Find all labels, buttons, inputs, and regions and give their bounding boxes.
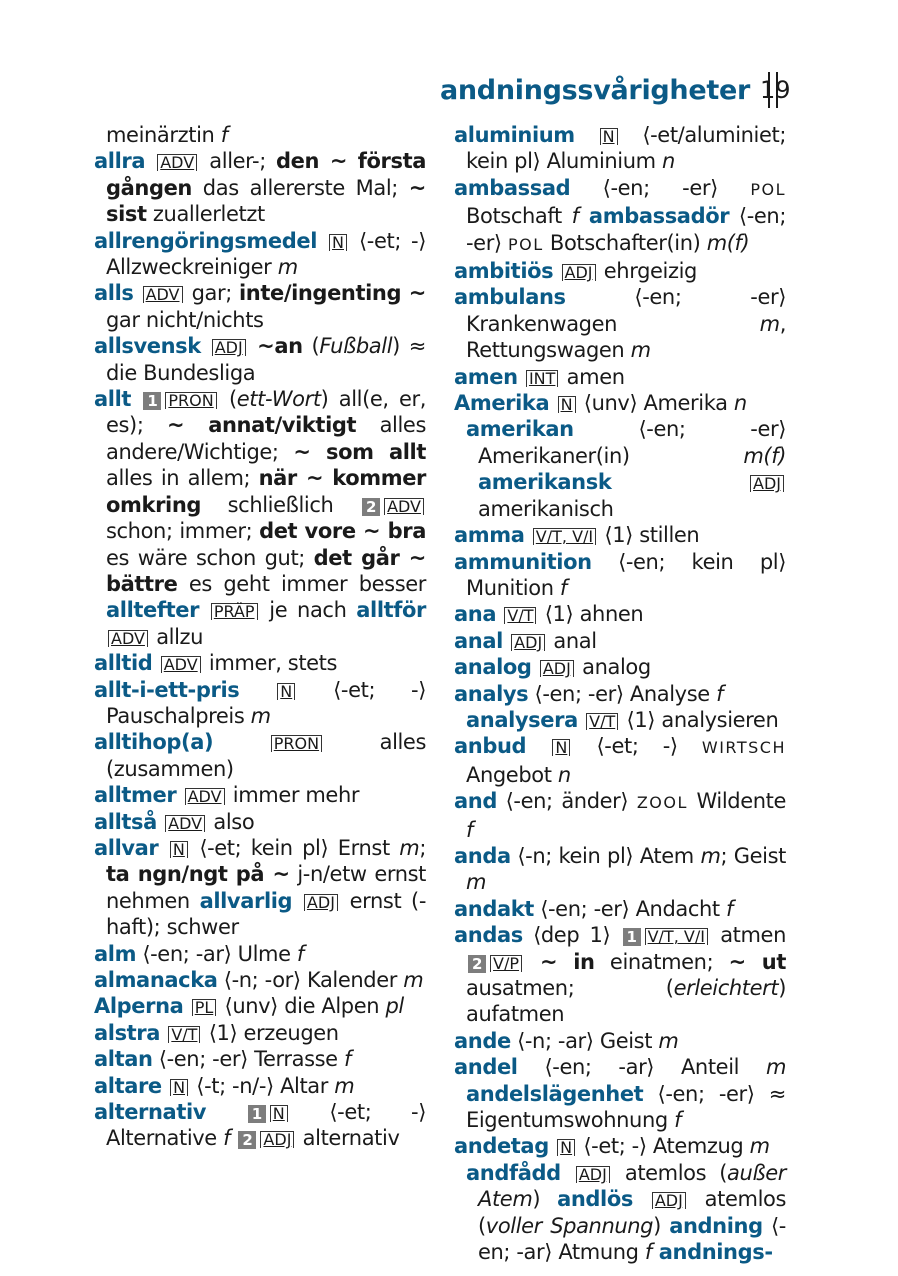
headword: andning [669,1213,763,1238]
dictionary-entry [454,522,786,548]
headword: amma [454,523,525,548]
entry-text: f [466,817,473,842]
headword: anal [454,628,503,653]
entry-text: es wäre schon gut; [106,545,314,570]
entry-text: ehrgeizig [597,259,697,284]
headword: ana [454,602,497,627]
headword: analog [454,655,532,680]
grammar-label: ADJ [540,660,574,677]
grammar-label: PL [192,999,217,1016]
sense-number: 2 [468,955,486,973]
grammar-label: N [552,739,570,756]
entry-text: atemlos ( [611,1160,728,1185]
dictionary-entry [94,677,426,730]
entry-text: amen [560,364,625,389]
entry-text: m [466,870,487,895]
headword: allt [94,387,132,412]
headword: andlös [557,1187,633,1212]
grammar-label: ADV [384,498,424,515]
grammar-label: N [557,1139,575,1156]
dictionary-entry [94,993,426,1019]
page-number: 19 [760,76,791,104]
entry-text: alternativ [296,1126,400,1151]
entry-text: ( [218,387,237,412]
entry-text: ) [653,1213,670,1238]
dictionary-entry [454,390,786,416]
headword: andel [454,1055,518,1080]
entry-text: ⟨-en; -er⟩ [570,175,751,200]
grammar-label: N [329,234,347,251]
entry-text: ; Geist [720,843,786,868]
dictionary-entry [454,922,786,1028]
entry-text: m [765,1055,786,1080]
entry-text: n [661,149,675,174]
entry-text: gar; [184,281,239,306]
entry-text: f [343,1047,351,1072]
grammar-label: N [270,1105,288,1122]
entry-text: ) [532,1187,558,1212]
entry-text: meinärztin [106,123,221,147]
entry-text: gar nicht/nichts [106,307,264,332]
dictionary-entry [454,654,786,680]
entry-text: ⟨-en; -er⟩ [466,204,787,255]
dictionary-entry [454,707,786,733]
entry-text: voller Spannung [485,1213,654,1238]
left-column [94,122,426,1152]
dictionary-entry [454,416,786,522]
entry-text: m(f) [706,230,750,255]
grammar-label: V/T [504,607,536,624]
headword: andetag [454,1134,549,1159]
phrase: ta ngn/ngt på ~ [106,862,290,887]
headword: allvar [94,835,159,860]
headword: anda [454,843,511,868]
headword: amen [454,364,518,389]
subject-label: ZOOL [636,793,688,813]
entry-text: ⟨-en; änder⟩ [496,789,637,814]
entry-text: atmen [709,923,786,948]
grammar-label: N [600,128,618,145]
headword: alltför [356,598,426,623]
headword: alltid [94,651,153,676]
headword: amerikansk [478,470,612,495]
entry-text: ; [419,835,426,860]
entry-text: ⟨-n; -or⟩ Kalender [217,968,404,992]
running-head [440,70,788,110]
grammar-label: ADJ [562,264,596,281]
phrase: det går ~ bättre [106,545,426,596]
entry-text: m [403,968,424,992]
grammar-label: ADV [157,154,197,171]
dictionary-entry [454,175,786,258]
entry-text: ⟨1⟩ analysieren [620,707,779,732]
entry-text: ⟨-en; -ar⟩ Anteil [517,1055,766,1080]
dictionary-entry [454,1054,786,1133]
dictionary-entry [454,284,786,363]
entry-text: atemlos ( [478,1187,786,1238]
phrase: den ~ första gången [106,149,426,200]
entry-text: ⟨-et; -⟩ Alternative [106,1100,426,1151]
dictionary-entry [454,628,786,654]
entry-text: ⟨1⟩ erzeugen [202,1020,339,1045]
phrase: ~ som allt [293,439,426,464]
headword: ambulans [454,285,566,310]
entry-text: ⟨-et; -⟩ [572,734,702,759]
dictionary-entry [454,601,786,627]
entry-text: ⟨-t; -n/-⟩ Altar [190,1073,335,1098]
dictionary-entry [94,835,426,941]
grammar-label: ADJ [750,475,784,492]
grammar-label: ADV [161,656,201,673]
entry-text: je nach [259,598,357,623]
grammar-label: ADJ [212,339,246,356]
headword: allsvensk [94,334,201,359]
entry-text: m [759,311,780,336]
entry-text: ⟨-en; kein pl⟩ Munition [466,549,786,600]
phrase: ~ sist [106,175,426,227]
entry-text: es geht immer besser [177,571,426,596]
phrase: ~an [247,334,303,359]
entry-text: m [250,703,271,728]
entry-text: m [749,1134,770,1159]
grammar-label: N [170,841,188,858]
headword: andelslägenhet [466,1081,644,1106]
grammar-label: ADJ [652,1192,686,1209]
sense-number: 1 [143,392,161,410]
entry-text: m [658,1028,679,1053]
grammar-label: N [558,396,576,413]
entry-text: f [559,575,567,600]
entry-text: Botschafter(in) [543,230,707,255]
dictionary-entry [94,941,426,967]
sense-number: 2 [362,498,380,516]
grammar-label: INT [526,370,558,387]
entry-text: n [733,391,747,416]
grammar-label: PRÄP [211,603,258,620]
grammar-label: ADV [165,815,205,832]
entry-text: Angebot [466,762,558,787]
running-head-word: andningssvårigheter [439,74,750,106]
grammar-label: N [170,1079,188,1096]
headword: anbud [454,734,527,759]
headword: andfådd [466,1160,561,1185]
dictionary-entry [94,1073,426,1099]
dictionary-entry [454,549,786,602]
dictionary-entry [94,782,426,808]
phrase: ~ ut [728,949,786,974]
dictionary-entry [454,1160,786,1266]
entry-text: , Rettungswagen [466,311,786,363]
grammar-label: ADV [108,630,148,647]
phrase: det vore ~ bra [259,519,426,544]
entry-text: ⟨-et/aluminiet; kein pl⟩ Aluminium [466,123,787,174]
entry-text: ernst (-haft); schwer [106,888,426,940]
grammar-label: ADJ [576,1166,610,1183]
entry-text: ) ≈ die Bundesliga [106,334,426,385]
headword: allt-i-ett-pris [94,677,240,702]
grammar-label: V/T, V/I [645,928,708,945]
entry-text: analog [575,655,651,680]
dictionary-entry [454,843,786,896]
entry-text: ⟨-et; -⟩ Allzweckreiniger [106,228,426,280]
headword: altan [94,1047,153,1072]
entry-continuation [94,122,426,148]
headword: alltihop(a) [94,730,214,755]
entry-text: ⟨-en; -ar⟩ Atmung [478,1213,786,1265]
entry-text: amerikanisch [478,496,614,521]
grammar-label: V/T, V/I [533,528,596,545]
entry-text: Fußball [319,334,393,359]
dictionary-entry [454,1028,786,1054]
dictionary-entry [94,280,426,333]
dictionary-entry [94,333,426,386]
grammar-label: PRON [165,392,216,409]
entry-text: ⟨-n; -ar⟩ Geist [510,1028,659,1053]
entry-text: ⟨-en; -er⟩ Krankenwagen [466,285,786,336]
entry-text: ⟨-en; -er⟩ Amerikaner(in) [478,417,786,468]
entry-text: schließlich [201,492,361,517]
entry-text: m [334,1073,355,1098]
entry-text: immer mehr [226,783,360,808]
phrase: ~ in [524,949,595,974]
grammar-label: ADJ [260,1131,294,1148]
grammar-label: ADV [143,286,183,303]
dictionary-entry [454,788,786,843]
headword: almanacka [94,968,218,992]
headword: allra [94,149,146,174]
entry-text: j-n/etw ernst nehmen [106,862,426,913]
entry-text: f [644,1240,652,1265]
entry-text: pl [385,994,404,1019]
headword: alstra [94,1020,161,1045]
entry-text: ⟨1⟩ stillen [598,523,700,548]
headword: alltefter [106,598,200,623]
sense-number: 2 [238,1131,256,1149]
entry-text: ⟨-en; -ar⟩ Ulme [136,941,297,966]
entry-text: f [296,941,304,966]
entry-text: f [674,1108,682,1133]
entry-text: f [220,123,228,147]
entry-text: Botschaft [466,204,572,229]
sense-number: 1 [248,1105,266,1123]
entry-text: ⟨unv⟩ Amerika [577,391,734,416]
entry-text: f [726,896,734,921]
entry-text: ⟨-en; -er⟩ ≈ Eigentumswohnung [466,1081,786,1133]
entry-text: immer, stets [202,651,338,676]
grammar-label: V/T [168,1026,200,1043]
grammar-label: N [277,683,295,700]
entry-text: ( [302,334,320,359]
entry-text: ⟨-n; kein pl⟩ Atem [510,843,701,868]
headword: analysera [466,707,578,732]
headword: and [454,789,497,814]
dictionary-entry [454,896,786,922]
grammar-label: ADV [185,788,225,805]
dictionary-entry [454,122,786,175]
entry-text: m [630,338,651,363]
grammar-label: V/P [490,955,522,972]
entry-text: ) aufatmen [466,976,786,1027]
entry-text: das allererste Mal; [191,175,409,200]
headword: ambassad [454,175,571,200]
entry-text: ⟨dep 1⟩ [522,923,621,948]
entry-text: ⟨-en; -er⟩ Analyse [528,681,717,706]
entry-text: ett-Wort [236,387,321,412]
entry-text: alles in allem; [106,466,259,491]
entry-text: ) all(e, er, es); [106,387,426,438]
entry-text: allzu [149,624,204,649]
entry-text: m [700,843,721,868]
headword: Alperna [94,994,184,1019]
entry-text: anal [547,628,597,653]
entry-text: ⟨-en; -er⟩ Andacht [533,896,727,921]
phrase: inte/ingenting ~ [238,281,426,306]
entry-text: ausatmen; ( [466,976,674,1000]
entry-text: schon; immer; [106,519,260,544]
dictionary-entry [94,1046,426,1072]
headword: alternativ [94,1100,207,1125]
phrase: ~ annat/viktigt [166,413,357,438]
headword: ande [454,1028,511,1053]
entry-text: f [223,1126,231,1151]
entry-text: ⟨-et; -⟩ Atemzug [577,1134,750,1159]
headword: ambassadör [578,204,730,229]
dictionary-entry [94,148,426,227]
dictionary-entry [94,809,426,835]
subject-label: POL [508,234,544,254]
entry-text: f [716,681,724,706]
entry-text: zuallerletzt [146,202,265,227]
entry-text: n [557,762,571,787]
sense-number: 1 [623,928,641,946]
entry-text: ⟨-en; -er⟩ Terrasse [152,1047,344,1072]
dictionary-entry [454,258,786,284]
headword: alltmer [94,783,177,808]
entry-text: Wildente [687,789,786,814]
entry-text: m(f) [743,443,786,468]
dictionary-entry [454,733,786,788]
headword: allrengöringsmedel [94,228,318,253]
headword: alls [94,281,134,306]
entry-text: außer Atem [478,1160,786,1212]
entry-text: ⟨-et; kein pl⟩ Ernst [189,835,400,860]
entry-text: f [571,204,579,229]
headword: ammunition [454,549,592,574]
headword: allvarlig [199,888,293,913]
headword: Amerika [454,391,550,416]
entry-text: erleichtert [673,976,779,1000]
headword: alm [94,941,137,966]
entry-text: m [277,255,298,280]
entry-text: einatmen; [594,949,729,974]
dictionary-entry [94,967,426,993]
dictionary-entry [94,729,426,782]
dictionary-entry [94,386,426,650]
dictionary-entry [94,1020,426,1046]
dictionary-entry [94,650,426,676]
headword: andakt [454,896,534,921]
dictionary-entry [94,228,426,281]
entry-text: m [399,835,420,860]
entry-text: ⟨-et; -⟩ Pauschalpreis [106,677,426,728]
entry-text: also [207,809,255,834]
dictionary-entry [454,1133,786,1159]
headword: altare [94,1073,162,1098]
headword: amerikan [466,417,574,442]
headword: analys [454,681,529,706]
headword: andnings- [651,1240,773,1265]
headword: andas [454,923,523,948]
entry-text: alles andere/Wichtige; [106,413,426,464]
subject-label: WIRTSCH [701,738,786,758]
entry-text: aller-; [199,149,277,174]
entry-text: ⟨unv⟩ die Alpen [218,994,386,1019]
right-column [454,122,786,1265]
entry-text: alles (zusammen) [106,730,426,781]
headword: aluminium [454,123,575,147]
phrase: när ~ kommer omkring [106,466,426,517]
grammar-label: V/T [586,713,618,730]
grammar-label: ADJ [304,894,338,911]
dictionary-entry [94,1099,426,1152]
subject-label: POL [750,179,786,199]
grammar-label: ADJ [511,634,545,651]
headword: alltså [94,809,157,834]
entry-text: ⟨1⟩ ahnen [538,602,644,627]
dictionary-entry [454,681,786,707]
dictionary-entry [454,364,786,390]
grammar-label: PRON [271,735,322,752]
headword: ambitiös [454,259,554,284]
